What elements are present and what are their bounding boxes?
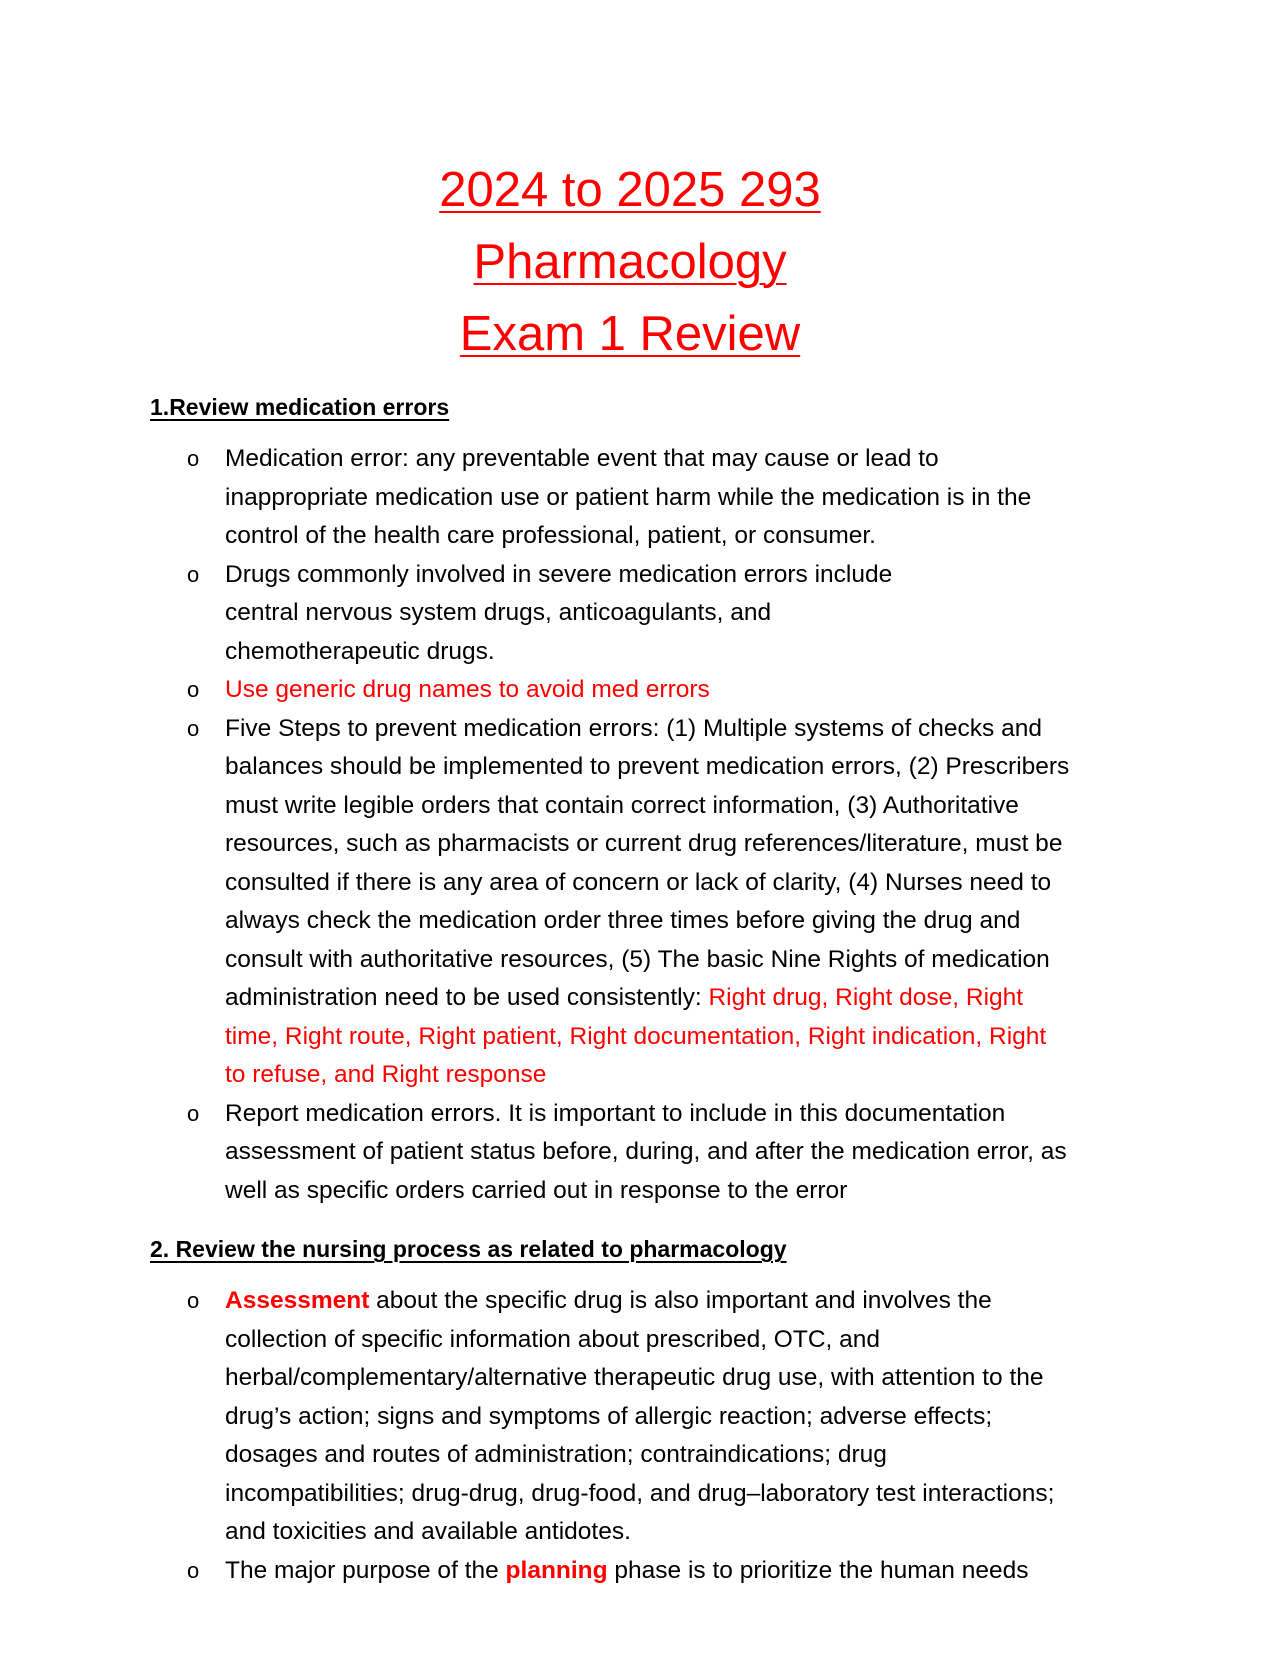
bullet-marker: o [187,1288,200,1313]
list-item [150,556,1070,672]
title-line-2: Pharmacology [473,235,787,289]
bullet-marker: o [187,715,200,741]
section-1-heading [150,392,1070,422]
list-item [150,440,1070,556]
planning-term: planning [505,1556,608,1584]
document-title [150,154,1070,370]
list-item [150,710,1070,1095]
bullet-marker: o [187,1557,200,1583]
list-item [150,1282,1070,1552]
bullet-marker: o [187,561,200,587]
list-item-text-highlight: Use generic drug names to avoid med errors [225,676,710,703]
list-item-text: Medication error: any preventable event that may cause or lead to inappropriate medication use or patient harm while the medication is in the control of the health care professional, patient, or consumer. [225,445,1032,549]
section-2-heading: 2. Review the nursing process as related to pharmacology [150,1236,787,1262]
list-item [150,671,1070,710]
list-item-text: The major purpose of the [225,1556,506,1584]
list-item-text: Five Steps to prevent medication errors: (1) Multiple systems of checks and balances should be implemented to prevent medication errors, (2) Prescribers must write legible orders that contain correct information, (3) Authoritative resources, such as pharmacists or current drug references/literature, must be consulted if there is any area of concern or lack of clarity, (4) Nurses need to always check the medication order three times before giving the drug and consult with authoritative resources, (5) The basic Nine Rights of medication administration need to be used consistently: [225,714,1070,1011]
list-item [150,1552,1070,1591]
list-item-text: Report medication errors. It is important to include in this documentation assessment of patient status before, during, and after the medication error, as well as specific orders carried out in response to the error [225,1099,1067,1204]
section-2-list [150,1282,1070,1590]
section-1-number: 1. [150,394,170,420]
title-line-1: 2024 to 2025 293 [439,163,821,217]
list-item-text: phase is to prioritize the human needs [607,1556,1029,1584]
list-item [150,1095,1070,1211]
bullet-marker: o [187,677,200,702]
bullet-marker: o [187,1100,200,1126]
assessment-term: Assessment [225,1287,370,1314]
nine-rights-highlight: Right drug, Right dose, Right time, Right route, Right patient, Right documentation, Right indication, Right to refuse, and Right response [225,984,1047,1088]
bullet-marker: o [187,446,200,471]
list-item-text: Drugs commonly involved in severe medication errors include central nervous system drugs, anticoagulants, and chemotherapeutic drugs. [225,560,893,665]
title-line-3: Exam 1 Review [459,307,801,361]
section-1-list [150,440,1070,1210]
list-item-text: about the specific drug is also important and involves the collection of specific information about prescribed, OTC, and herbal/complementary/alternative therapeutic drug use, with attention to the drug’s action; signs and symptoms of allergic reaction; adverse effects; dosages and routes of administration; contraindications; drug incompatibilities; drug-drug, drug-food, and drug–laboratory test interactions; and toxicities and available antidotes. [225,1287,1055,1545]
section-1-title: Review medication errors [169,394,450,420]
